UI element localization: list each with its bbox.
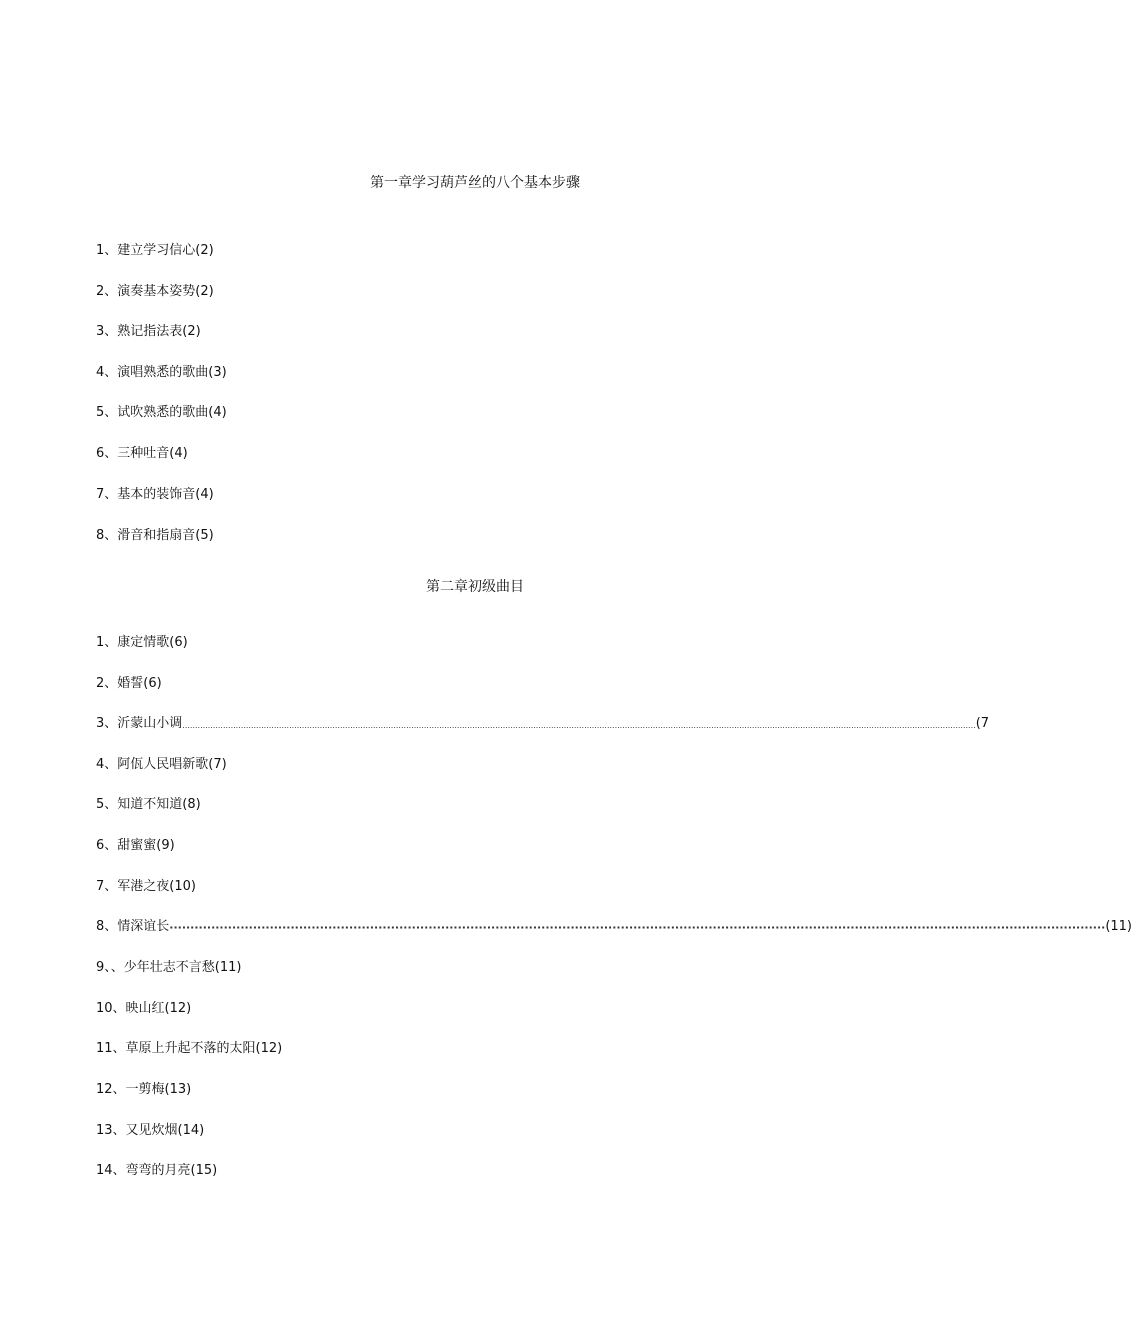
toc-entry[interactable]: 6、甜蜜蜜(9) xyxy=(96,838,175,853)
toc-entry[interactable]: 7、军港之夜(10) xyxy=(96,879,196,894)
toc-entry[interactable]: 10、映山红(12) xyxy=(96,1001,192,1016)
toc-entry[interactable]: 2、婚誓(6) xyxy=(96,676,162,691)
toc-entry-label: 3、沂蒙山小调 xyxy=(96,716,183,731)
chapter-1-title: 第一章学习葫芦丝的八个基本步骤 xyxy=(370,175,580,191)
toc-entry[interactable]: 8、滑音和指扇音(5) xyxy=(96,528,214,543)
toc-entry[interactable]: 3、熟记指法表(2) xyxy=(96,324,201,339)
toc-entry-with-leader[interactable] xyxy=(96,715,990,732)
toc-entry[interactable]: 4、阿佤人民唱新歌(7) xyxy=(96,757,227,772)
toc-entry[interactable]: 6、三种吐音(4) xyxy=(96,446,188,461)
dot-leader: ································································································································································································································ xyxy=(169,921,1106,934)
toc-entry[interactable]: 5、试吹熟悉的歌曲(4) xyxy=(96,405,227,420)
toc-entry[interactable]: 13、又见炊烟(14) xyxy=(96,1123,205,1138)
toc-entry[interactable]: 11、草原上升起不落的太阳(12) xyxy=(96,1041,283,1056)
toc-entry[interactable]: 1、建立学习信心(2) xyxy=(96,243,214,258)
toc-entry-with-leader[interactable] xyxy=(96,918,1132,935)
toc-entry[interactable]: 2、演奏基本姿势(2) xyxy=(96,284,214,299)
toc-entry[interactable]: 4、演唱熟悉的歌曲(3) xyxy=(96,365,227,380)
toc-entry[interactable]: 1、康定情歌(6) xyxy=(96,635,188,650)
toc-entry-label: 8、情深谊长 xyxy=(96,919,170,934)
toc-entry[interactable]: 14、弯弯的月亮(15) xyxy=(96,1163,218,1178)
toc-entry[interactable]: 9、、少年壮志不言愁(11) xyxy=(96,960,242,975)
toc-entry-page: (11) xyxy=(1105,919,1132,934)
dot-leader: ........................................................................................................................................................................................................................................................................................................................ xyxy=(182,721,976,730)
toc-entry[interactable]: 12、一剪梅(13) xyxy=(96,1082,192,1097)
toc-entry-page: (7 xyxy=(975,716,990,731)
chapter-2-title: 第二章初级曲目 xyxy=(426,579,524,595)
toc-entry[interactable]: 7、基本的装饰音(4) xyxy=(96,487,214,502)
toc-entry[interactable]: 5、知道不知道(8) xyxy=(96,797,201,812)
